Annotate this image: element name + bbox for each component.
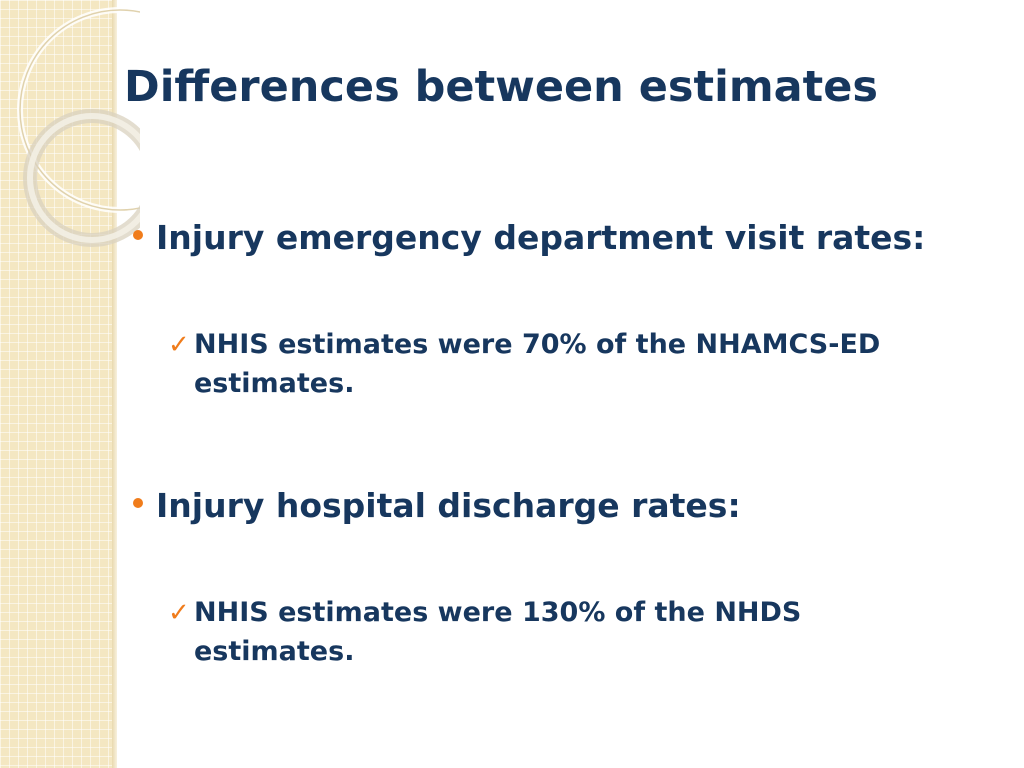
- sub-bullet-continuation: estimates.: [194, 636, 355, 667]
- bullet-hospital-discharge: [133, 486, 741, 525]
- large-ring: [20, 10, 140, 210]
- bullet-dot-icon: [133, 498, 143, 508]
- comparison-text: estimates were 70% of the: [268, 329, 696, 360]
- comparison-text: estimates were 130% of the: [268, 597, 715, 628]
- source-name: NHIS: [194, 597, 269, 628]
- comparison-target: NHDS: [714, 597, 802, 628]
- checkmark-icon: ✓: [168, 330, 190, 360]
- checkmark-icon: ✓: [168, 598, 190, 628]
- sub-bullet-discharge-estimate: [168, 597, 1018, 667]
- bullet-ed-visits: [133, 218, 925, 257]
- sub-bullet-continuation: estimates.: [194, 368, 355, 399]
- bullet-label: Injury hospital discharge rates:: [156, 486, 741, 525]
- slide-title: Differences between estimates: [124, 62, 878, 112]
- large-ring-outline: [20, 10, 140, 210]
- bullet-label: Injury emergency department visit rates:: [156, 218, 926, 257]
- source-name: NHIS: [194, 329, 269, 360]
- sub-bullet-text: [194, 329, 880, 360]
- sub-bullet-ed-estimate: [168, 329, 1018, 399]
- bullet-dot-icon: [133, 230, 143, 240]
- decorative-circles: [0, 0, 140, 260]
- comparison-target: NHAMCS-ED: [695, 329, 881, 360]
- sub-bullet-text: [194, 597, 801, 628]
